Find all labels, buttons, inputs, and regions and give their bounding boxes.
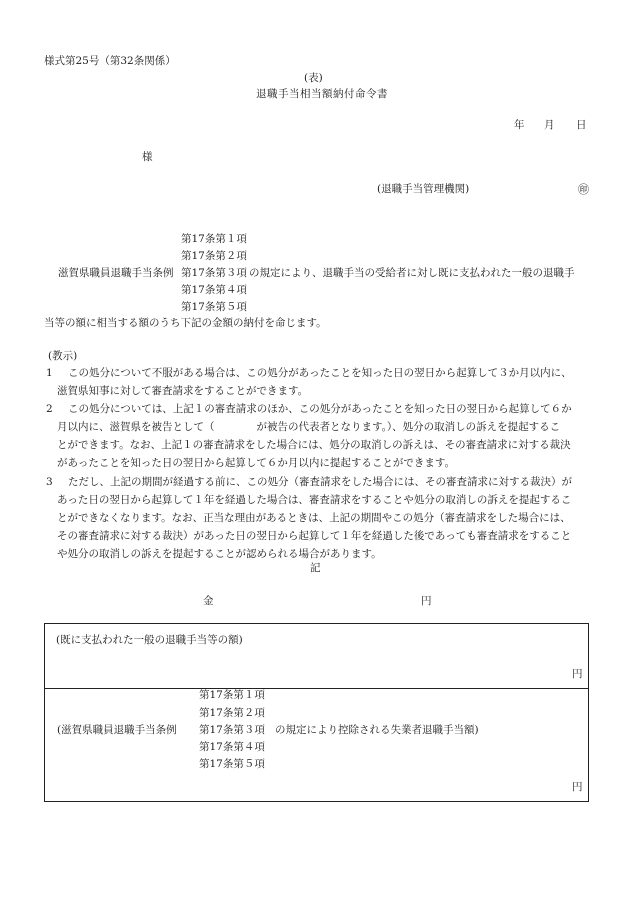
notice-heading: (教示) [48, 350, 78, 362]
date-day: 日 [576, 119, 587, 131]
table-law-name: (滋賀県職員退職手当条例 [57, 724, 177, 736]
notice-item-line: とができなくなります。なお、正当な理由があるときは、上記の期間やこの処分（審査請求をした場合には、 [57, 512, 571, 524]
table-article-3: 第17条第３項 [199, 724, 265, 736]
date-year: 年 [514, 119, 525, 131]
record-mark: 記 [310, 562, 321, 574]
table-article-4: 第17条第４項 [199, 741, 265, 753]
table-article-1: 第17条第１項 [199, 689, 265, 701]
article-4: 第17条第４項 [181, 284, 247, 296]
notice-item-line: 月以内に、滋賀県を被告として（ が被告の代表者となります。）、処分の取消しの訴えを提起するこ [57, 421, 561, 433]
seal-mark: ㊞ [578, 183, 589, 196]
article-3: 第17条第３項 [181, 267, 247, 279]
amount-kin: 金 [203, 595, 214, 607]
notice-item-number: 1 [46, 367, 53, 379]
notice-item-line: あった日の翌日から起算して１年を経過した場合は、審査請求をすることや処分の取消しの訴えを提起するこ [57, 494, 572, 506]
notice-item-line: 滋賀県知事に対して審査請求をすることができます。 [57, 385, 309, 397]
issuer-label: (退職手当管理機関) [377, 183, 470, 195]
notice-item-number: 2 [46, 403, 53, 415]
table-article-2: 第17条第２項 [199, 707, 265, 719]
addressee-suffix: 様 [142, 151, 153, 163]
form-number: 様式第25号（第32条関係） [44, 55, 176, 67]
notice-item-number: 3 [46, 476, 53, 488]
article-2: 第17条第２項 [181, 250, 247, 262]
notice-item-line: この処分については、上記１の審査請求のほか、この処分があったことを知った日の翌日から起算して６か [68, 403, 572, 415]
provision-text: の規定により、退職手当の受給者に対し既に支払われた一般の退職手 [249, 267, 575, 279]
deducted-amount-yen: 円 [572, 781, 583, 793]
notice-item-line: ただし、上記の期間が経過する前に、この処分（審査請求をした場合には、その審査請求に対する裁決）が [68, 476, 572, 488]
notice-item-line: や処分の取消しの訴えを提起することが認められる場合があります。 [57, 548, 382, 560]
article-5: 第17条第５項 [181, 301, 247, 313]
amount-table [44, 623, 589, 802]
notice-item-line: とができます。なお、上記１の審査請求をした場合には、処分の取消しの訴えは、その審査請求に対する裁決 [57, 439, 571, 451]
paid-amount-label: (既に支払われた一般の退職手当等の額) [56, 634, 243, 646]
date-month: 月 [544, 119, 555, 131]
side-indicator: (表) [304, 72, 323, 84]
table-article-5: 第17条第５項 [199, 758, 265, 770]
document-title: 退職手当相当額納付命令書 [256, 88, 388, 100]
table-divider [44, 688, 589, 689]
law-name: 滋賀県職員退職手当条例 [58, 267, 174, 279]
article-1: 第17条第１項 [181, 233, 247, 245]
notice-item-line: があったことを知った日の翌日から起算して６か月以内に提起することができます。 [57, 457, 456, 469]
notice-item-line: その審査請求に対する裁決）があった日の翌日から起算して１年を経過した後であっても審査請求をすること [57, 530, 572, 542]
notice-item-line: この処分について不服がある場合は、この処分があったことを知った日の翌日から起算して３か月以内に、 [68, 367, 572, 379]
deducted-amount-label: の規定により控除される失業者退職手当額) [275, 724, 479, 736]
paid-amount-yen: 円 [572, 668, 583, 680]
provision-continuation: 当等の額に相当する額のうち下記の金額の納付を命じます。 [44, 317, 327, 329]
amount-yen: 円 [421, 595, 432, 607]
